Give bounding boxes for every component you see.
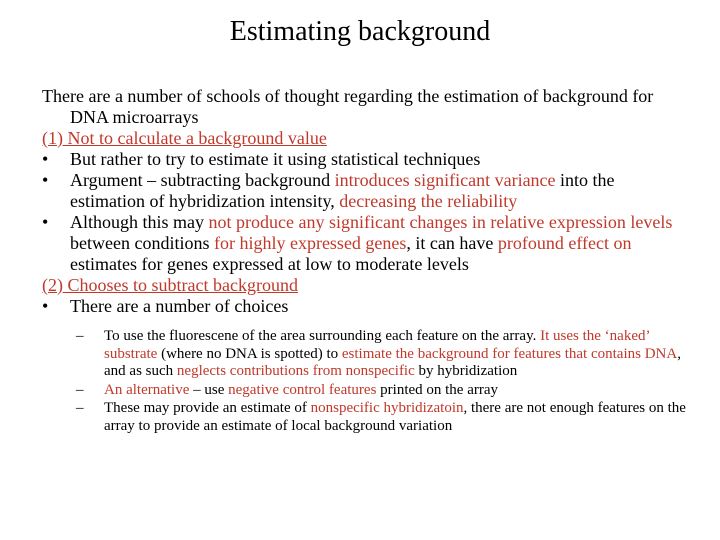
bullet-text: between conditions	[70, 233, 214, 253]
sub-item-fluorescence	[42, 328, 692, 381]
highlight-text: for highly expressed genes	[213, 233, 407, 253]
bullet-icon: •	[42, 212, 49, 232]
highlight-text: estimate the background for features that contains DNA	[341, 345, 678, 362]
highlight-text: An alternative	[104, 381, 190, 398]
point-1-heading	[42, 128, 692, 149]
intro-paragraph: There are a number of schools of thought regarding the estimation of background for DNA microarrays	[42, 86, 654, 127]
bullet-argument	[42, 170, 692, 212]
sub-text: , and as such	[104, 345, 681, 379]
bullet-text: But rather to try to estimate it using statistical techniques	[70, 149, 481, 169]
bullet-although	[42, 212, 692, 275]
slide-title: Estimating background	[229, 16, 491, 47]
bullet-text: , it can have	[406, 233, 498, 253]
highlight-text: negative control features	[228, 381, 377, 398]
sub-text: (where no DNA is spotted) to	[157, 345, 342, 362]
sub-text: by hybridization	[414, 363, 518, 379]
sub-text: printed on the array	[376, 381, 499, 398]
point-2-label: (2) Chooses to subtract background	[42, 275, 298, 295]
bullet-icon: •	[42, 149, 49, 169]
point-1-label: (1) Not to calculate a background value	[42, 128, 327, 148]
sub-text: – use	[189, 381, 229, 398]
sub-text: To use the fluorescene of the area surrounding each feature on the array.	[104, 328, 541, 344]
dash-icon: –	[76, 381, 84, 398]
bullet-text: into the estimation of hybridization intensity,	[70, 170, 615, 211]
bullet-icon: •	[42, 170, 49, 190]
bullet-text: Argument – subtracting background	[70, 170, 335, 190]
slide-content	[42, 86, 692, 435]
bullet-icon: •	[42, 296, 49, 316]
highlight-text: not produce any significant changes in relative expression levels	[208, 212, 673, 232]
highlight-text: neglects contributions from nonspecific	[176, 363, 415, 379]
sub-item-alternative	[42, 382, 692, 400]
highlight-text: decreasing the reliability	[339, 191, 518, 211]
point-2-heading	[42, 275, 692, 296]
dash-icon: –	[76, 328, 84, 344]
highlight-text: profound effect on	[497, 233, 632, 253]
bullet-text: Although this may	[70, 212, 209, 232]
sub-item-estimate	[42, 400, 692, 435]
dash-icon: –	[76, 400, 84, 416]
sub-text: These may provide an estimate of	[104, 400, 311, 416]
bullet-statistical	[42, 149, 692, 170]
bullet-text: estimates for genes expressed at low to moderate levels	[70, 254, 469, 274]
highlight-text: nonspecific hybridizatoin	[310, 400, 464, 416]
sub-text: , there are not enough features on the array to provide an estimate of local background variation	[104, 400, 686, 434]
bullet-choices	[42, 296, 692, 317]
bullet-text: There are a number of choices	[70, 296, 289, 316]
highlight-text: It uses the ‘naked’ substrate	[104, 328, 650, 362]
highlight-text: introduces significant variance	[334, 170, 556, 190]
